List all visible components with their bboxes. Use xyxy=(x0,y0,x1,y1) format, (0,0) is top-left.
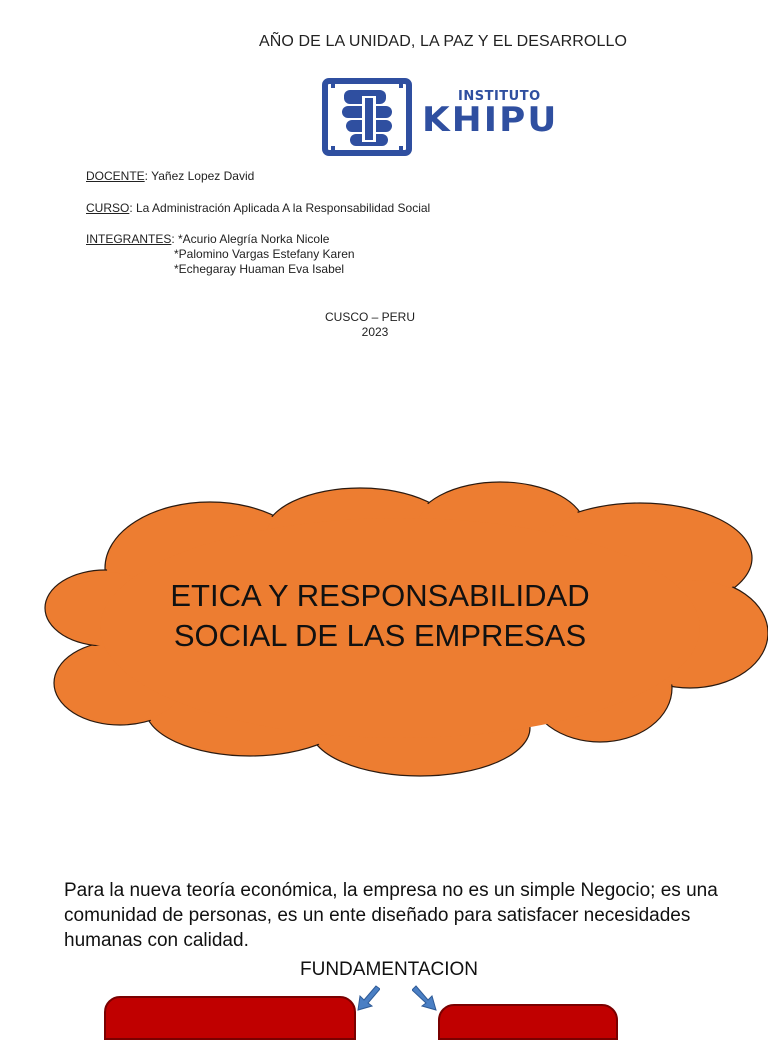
cloud-title xyxy=(120,576,640,656)
red-box-left xyxy=(104,996,356,1040)
docente-value: : Yañez Lopez David xyxy=(144,169,255,183)
cloud-title-line-2: SOCIAL DE LAS EMPRESAS xyxy=(173,618,587,653)
integrante-3: *Echegaray Huaman Eva Isabel xyxy=(174,262,345,276)
curso-label: CURSO xyxy=(86,201,130,215)
red-box-right xyxy=(438,1004,618,1040)
integrantes-row xyxy=(86,232,329,247)
arrow-down-right-icon xyxy=(412,984,440,1012)
curso-value: : La Administración Aplicada A la Responsabilidad Social xyxy=(129,201,431,215)
intro-paragraph: Para la nueva teoría económica, la empresa no es un simple Negocio; es una comunidad de personas, es un ente diseñado para satisfacer necesidades humanas con calidad. xyxy=(64,880,718,951)
curso-row xyxy=(86,201,430,216)
logo-name: KHIPU xyxy=(422,100,559,140)
year-label: 2023 xyxy=(361,325,389,339)
arrow-down-left-icon xyxy=(354,984,380,1012)
integrante-1: : *Acurio Alegría Norka Nicole xyxy=(171,232,330,246)
fundamentacion-heading: FUNDAMENTACION xyxy=(300,959,479,980)
document-motto: AÑO DE LA UNIDAD, LA PAZ Y EL DESARROLLO xyxy=(259,33,627,50)
cloud-title-line-1: ETICA Y RESPONSABILIDAD xyxy=(170,578,590,613)
integrante-2: *Palomino Vargas Estefany Karen xyxy=(174,247,355,261)
docente-label: DOCENTE xyxy=(86,169,145,183)
integrantes-label: INTEGRANTES xyxy=(86,232,172,246)
docente-row xyxy=(86,169,254,184)
khipu-logo xyxy=(322,78,580,156)
logo-subtitle: INSTITUTO xyxy=(458,89,541,104)
city-label: CUSCO – PERU xyxy=(324,310,416,324)
